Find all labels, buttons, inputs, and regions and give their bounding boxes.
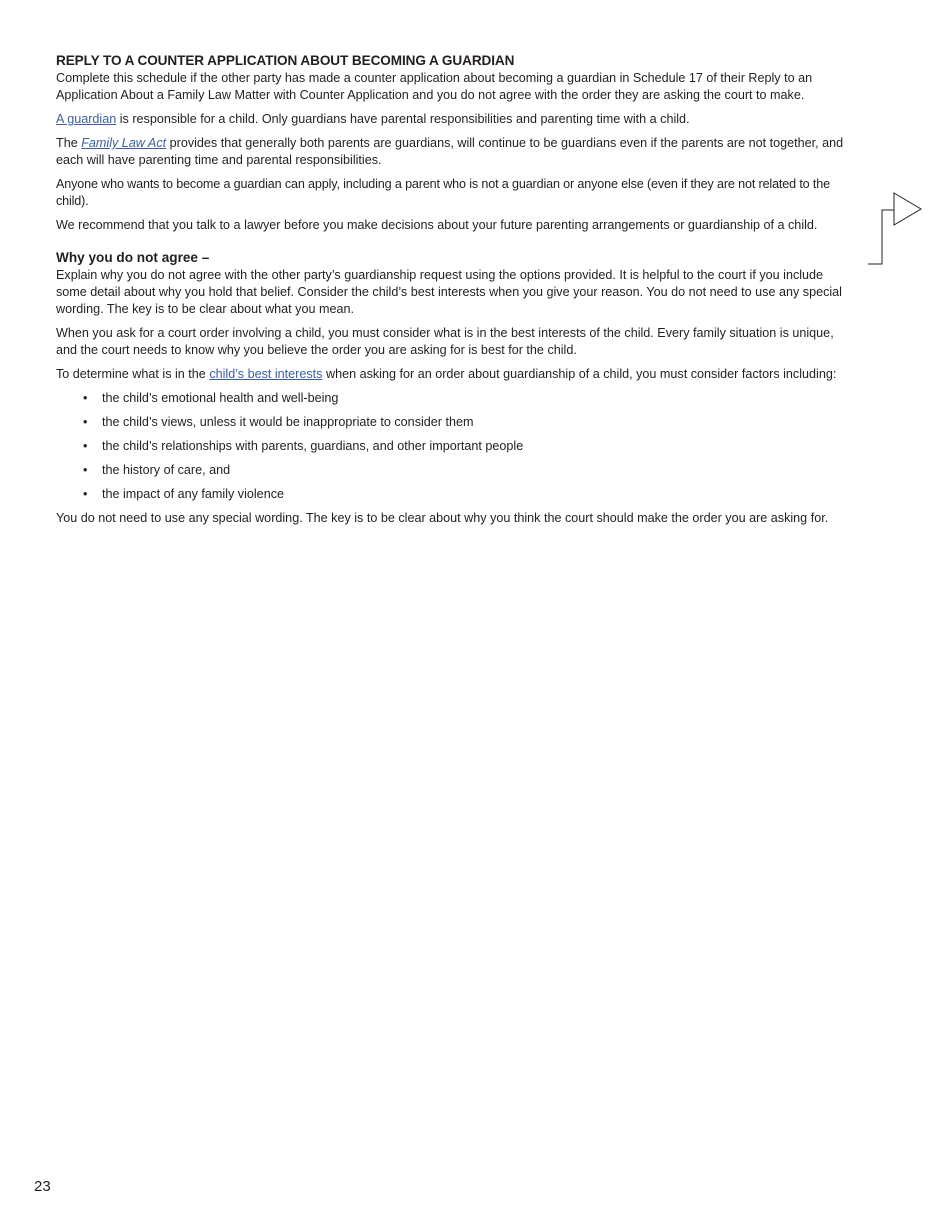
bullet-dot: • bbox=[83, 487, 88, 501]
fla-prefix: The bbox=[56, 136, 82, 150]
closing-paragraph: You do not need to use any special wording. The key is to be clear about why you think the court should make the order you are asking for. bbox=[56, 511, 829, 525]
list-item bbox=[56, 462, 856, 479]
family-law-act-link[interactable]: Family Law Act bbox=[81, 136, 167, 150]
bullet-dot: • bbox=[83, 463, 88, 477]
bullet-dot: • bbox=[83, 415, 88, 429]
best-interests-link[interactable]: child’s best interests bbox=[209, 367, 323, 381]
recommend-paragraph: We recommend that you talk to a lawyer before you make decisions about your future parenting arrangements or guardianship of a child. bbox=[56, 218, 818, 232]
bullet-dot: • bbox=[83, 439, 88, 453]
intro-paragraph: Complete this schedule if the other party has made a counter application about becoming a guardian in Schedule 17 of their Reply to an Application About a Family Law Matter with Counter Application and you do not agree with the order they are asking the court to make. bbox=[56, 71, 813, 102]
family-law-act-paragraph bbox=[56, 135, 856, 169]
page-title: REPLY TO A COUNTER APPLICATION ABOUT BECOMING A GUARDIAN bbox=[56, 53, 515, 68]
guardian-paragraph bbox=[56, 111, 856, 128]
best-interests-paragraph: When you ask for a court order involving a child, you must consider what is in the best interests of the child. Every family situation is unique, and the court needs to know why you believe the order you are asking for is best for the child. bbox=[56, 326, 834, 357]
factors-list bbox=[56, 390, 856, 503]
fla-text: provides that generally both parents are guardians, will continue to be guardians even if the parents are not together, and each will have parenting time and parental responsibilities. bbox=[56, 136, 844, 167]
page-content bbox=[56, 52, 856, 534]
list-item-text: the history of care, and bbox=[102, 463, 231, 477]
guardian-link[interactable]: A guardian bbox=[56, 112, 117, 126]
apply-paragraph: Anyone who wants to become a guardian can apply, including a parent who is not a guardian or anyone else (even if they are not related to the child). bbox=[56, 177, 830, 208]
why-disagree-heading: Why you do not agree – bbox=[56, 250, 210, 265]
factors-prefix: To determine what is in the bbox=[56, 367, 210, 381]
list-item-text: the impact of any family violence bbox=[102, 487, 284, 501]
list-item bbox=[56, 486, 856, 503]
explain-paragraph: Explain why you do not agree with the other party’s guardianship request using the options provided. It is helpful to the court if you include some detail about why you hold that belief. Consider the child’s best interests when you give your reason. You do not need to use any special wording. The key is to be clear about what you mean. bbox=[56, 268, 842, 316]
bullet-dot: • bbox=[83, 391, 88, 405]
list-item-text: the child’s views, unless it would be inappropriate to consider them bbox=[102, 415, 474, 429]
list-item bbox=[56, 390, 856, 407]
flag-arrow-icon bbox=[864, 190, 926, 270]
list-item-text: the child’s emotional health and well-being bbox=[102, 391, 339, 405]
factors-suffix: when asking for an order about guardianship of a child, you must consider factors including: bbox=[322, 367, 837, 381]
list-item bbox=[56, 414, 856, 431]
page-number: 23 bbox=[34, 1178, 51, 1195]
list-item-text: the child’s relationships with parents, guardians, and other important people bbox=[102, 439, 524, 453]
guardian-text: is responsible for a child. Only guardians have parental responsibilities and parenting time with a child. bbox=[116, 112, 690, 126]
list-item bbox=[56, 438, 856, 455]
factors-intro-paragraph bbox=[56, 366, 856, 383]
